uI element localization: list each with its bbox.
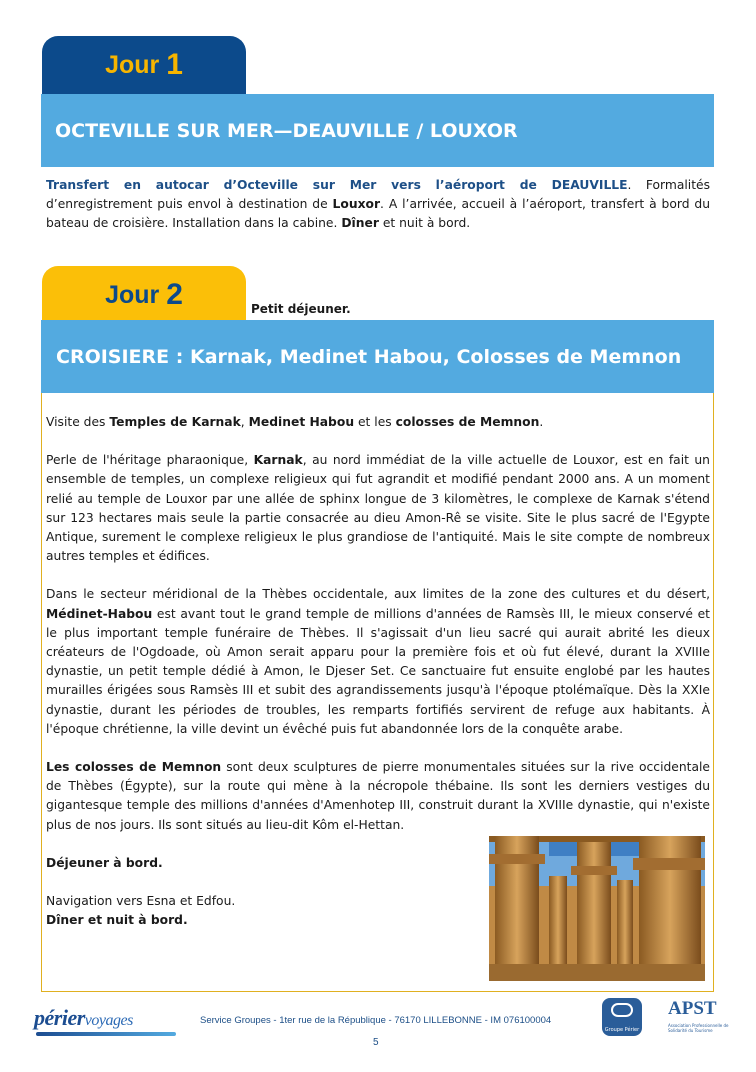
logo-swoosh — [36, 1032, 176, 1036]
text-part: Perle de l'héritage pharaonique, — [46, 453, 254, 468]
text-part: et les — [354, 415, 396, 429]
day1-diner: Dîner — [341, 216, 379, 231]
karnak-bold: Karnak — [253, 453, 303, 468]
day2-tab — [42, 266, 246, 324]
footer-address: Service Groupes - 1ter rue de la République - 76170 LILLEBONNE - IM 076100004 — [200, 1015, 552, 1026]
text-part: sont deux sculptures de pierre monumentales situées sur la rive occidentale de Thèbes (Égypte), sur la route qui mène à la nécropole thébaine. Ils sont les derniers vestiges du gigantesque temple des millions d'années d'Amenhotep III, construit durant la XVIIIe dynastie, qui n'existe plus de nos jours. Ils sont situés au lieu-dit Kôm el-Hettan. — [46, 760, 710, 832]
memnon-paragraph — [46, 758, 710, 835]
lunch-text: Déjeuner à bord. — [46, 855, 163, 870]
day2-tab-number: 2 — [166, 278, 183, 311]
page-number: 5 — [373, 1037, 379, 1048]
day2-title: CROISIERE : Karnak, Medinet Habou, Colosses de Memnon — [56, 345, 682, 368]
text-part: Visite des — [46, 415, 110, 429]
day2-title-band — [41, 320, 714, 393]
day1-description — [46, 176, 710, 234]
groupe-perier-logo — [602, 998, 642, 1036]
medinet-habou: Medinet Habou — [248, 415, 355, 429]
day1-title: OCTEVILLE SUR MER—DEAUVILLE / LOUXOR — [55, 119, 518, 142]
apst-logo: APST — [668, 998, 717, 1019]
day1-tab — [42, 36, 246, 94]
memnon-colossi: colosses de Memnon — [395, 415, 540, 429]
day1-louxor: Louxor — [332, 197, 381, 212]
medinet-paragraph — [46, 585, 710, 739]
day1-tab-word: Jour — [105, 50, 160, 79]
navigation-line: Navigation vers Esna et Edfou. — [46, 894, 236, 909]
dinner-text: Dîner et nuit à bord. — [46, 913, 188, 928]
day1-title-band — [41, 94, 714, 167]
groupe-perier-caption: Groupe Périer — [604, 1027, 640, 1033]
visit-paragraph — [46, 413, 710, 432]
breakfast-note: Petit déjeuner. — [251, 302, 351, 316]
perier-voyages-logo — [34, 1005, 133, 1031]
day1-text-part: et nuit à bord. — [378, 216, 471, 231]
karnak-paragraph — [46, 451, 710, 566]
logo-voyages-text: voyages — [84, 1012, 133, 1029]
logo-perier-text: périer — [34, 1005, 85, 1030]
text-part: . — [539, 415, 544, 429]
text-part: Dans le secteur méridional de la Thèbes occidentale, aux limites de la zone des cultures et du désert, — [46, 587, 710, 602]
karnak-columns-photo — [489, 836, 705, 981]
text-part: est avant tout le grand temple de millions d'années de Ramsès III, le mieux conservé et le plus important temple funéraire de Thèbes. Il s'agissait d'un lieu sacré qui aurait abrité les dieux créateurs de l'Ogdoade, où Amon serait apparu pour la première fois et où fut élevé, durant la XVIIIe dynastie, un petit temple dédié à Amon, le Djeser Set. Ce sanctuaire fut ensuite englobé par les hautes murailles érigées sous Ramsès III et subit des agrandissements jusqu'à l'époque ptolémaïque. Dès la XXIe dynastie, durant les périodes de troubles, les remparts fortifiés servirent de refuge aux habitants. À l'époque chrétienne, la ville devint un évêché puis fut abandonnée lors de la conquête arabe. — [46, 606, 710, 736]
groupe-perier-ring-icon — [611, 1003, 633, 1017]
day2-tab-word: Jour — [105, 280, 160, 309]
day1-text-part: . A l’arrivée, accueil à l’aéroport, transfert à bord du bateau de croisière. Installation dans la cabine. — [46, 197, 710, 231]
day1-text-part: . Formalités d’enregistrement puis envol à destination de — [46, 178, 710, 212]
text-part: , au nord immédiat de la ville actuelle de Louxor, est en fait un ensemble de temples, un complexe religieux qui fut agrandit et modifié pendant 2000 ans. A un moment relié au temple de Louxor par une allée de sphinx longue de 3 kilomètres, le complexe de Karnak s'étend sur 123 hectares mais seule la partie consacrée au dieu Amon-Rê se visite. Site le plus sacré de l'Egypte Antique, surement le complexe religieux le plus grandiose de l'antiquité. Mais le site compte de nombreux autres temples et édifices. — [46, 453, 710, 564]
karnak-temples: Temples de Karnak — [109, 415, 241, 429]
day1-tab-number: 1 — [166, 48, 183, 81]
footer — [0, 995, 756, 1072]
day1-transfer-text: Transfert en autocar d’Octeville sur Mer vers l’aéroport de DEAUVILLE — [46, 178, 628, 192]
memnon-bold: Les colosses de Memnon — [46, 760, 222, 775]
medinet-bold: Médinet-Habou — [46, 606, 153, 621]
text-part: , — [240, 415, 249, 429]
apst-subtitle: Association Professionnelle de Solidarité du Tourisme — [668, 1023, 729, 1033]
